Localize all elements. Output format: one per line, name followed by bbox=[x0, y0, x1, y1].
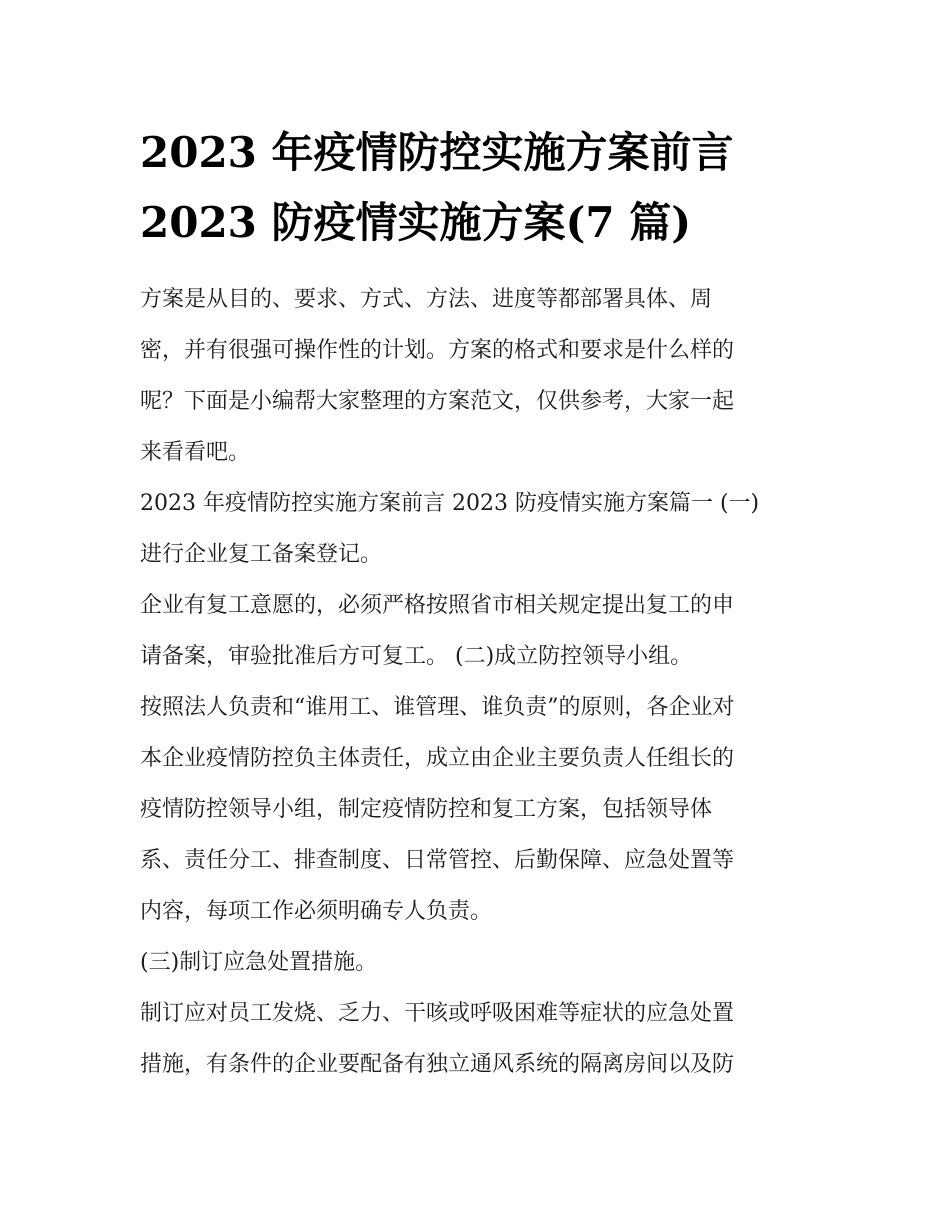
text-line: 企业有复工意愿的，必须严格按照省市相关规定提出复工的申 bbox=[140, 593, 735, 618]
text-line: 内容，每项工作必须明确专人负责。 bbox=[140, 899, 493, 924]
text-line: 疫情防控领导小组，制定疫情防控和复工方案，包括领导体 bbox=[140, 797, 713, 822]
section-heading-line: 2023 年疫情防控实施方案前言 2023 防疫情实施方案篇一 (一) bbox=[140, 491, 760, 516]
title-line-1: 2023 年疫情防控实施方案前言 bbox=[140, 128, 734, 177]
text-line: 进行企业复工备案登记。 bbox=[140, 542, 383, 567]
document-title bbox=[140, 118, 820, 258]
text-line: 呢？下面是小编帮大家整理的方案范文，仅供参考，大家一起 bbox=[140, 389, 735, 414]
document-body bbox=[140, 281, 820, 1097]
text-line: 系、责任分工、排查制度、日常管控、后勤保障、应急处置等 bbox=[140, 848, 735, 873]
text-line: 本企业疫情防控负主体责任，成立由企业主要负责人任组长的 bbox=[140, 746, 735, 771]
text-line: 请备案，审验批准后方可复工。 (二)成立防控领导小组。 bbox=[140, 644, 693, 669]
text-line: 按照法人负责和“谁用工、谁管理、谁负责”的原则，各企业对 bbox=[140, 695, 735, 720]
text-line: 来看看吧。 bbox=[140, 440, 251, 465]
text-line: 制订应对员工发烧、乏力、干咳或呼吸困难等症状的应急处置 bbox=[140, 1001, 735, 1026]
text-line: 密，并有很强可操作性的计划。方案的格式和要求是什么样的 bbox=[140, 338, 735, 363]
text-line: (三)制订应急处置措施。 bbox=[140, 950, 378, 975]
text-line: 方案是从目的、要求、方式、方法、进度等都部署具体、周 bbox=[140, 287, 713, 312]
title-line-2: 2023 防疫情实施方案(7 篇) bbox=[140, 198, 692, 247]
text-line: 措施，有条件的企业要配备有独立通风系统的隔离房间以及防 bbox=[140, 1052, 735, 1077]
